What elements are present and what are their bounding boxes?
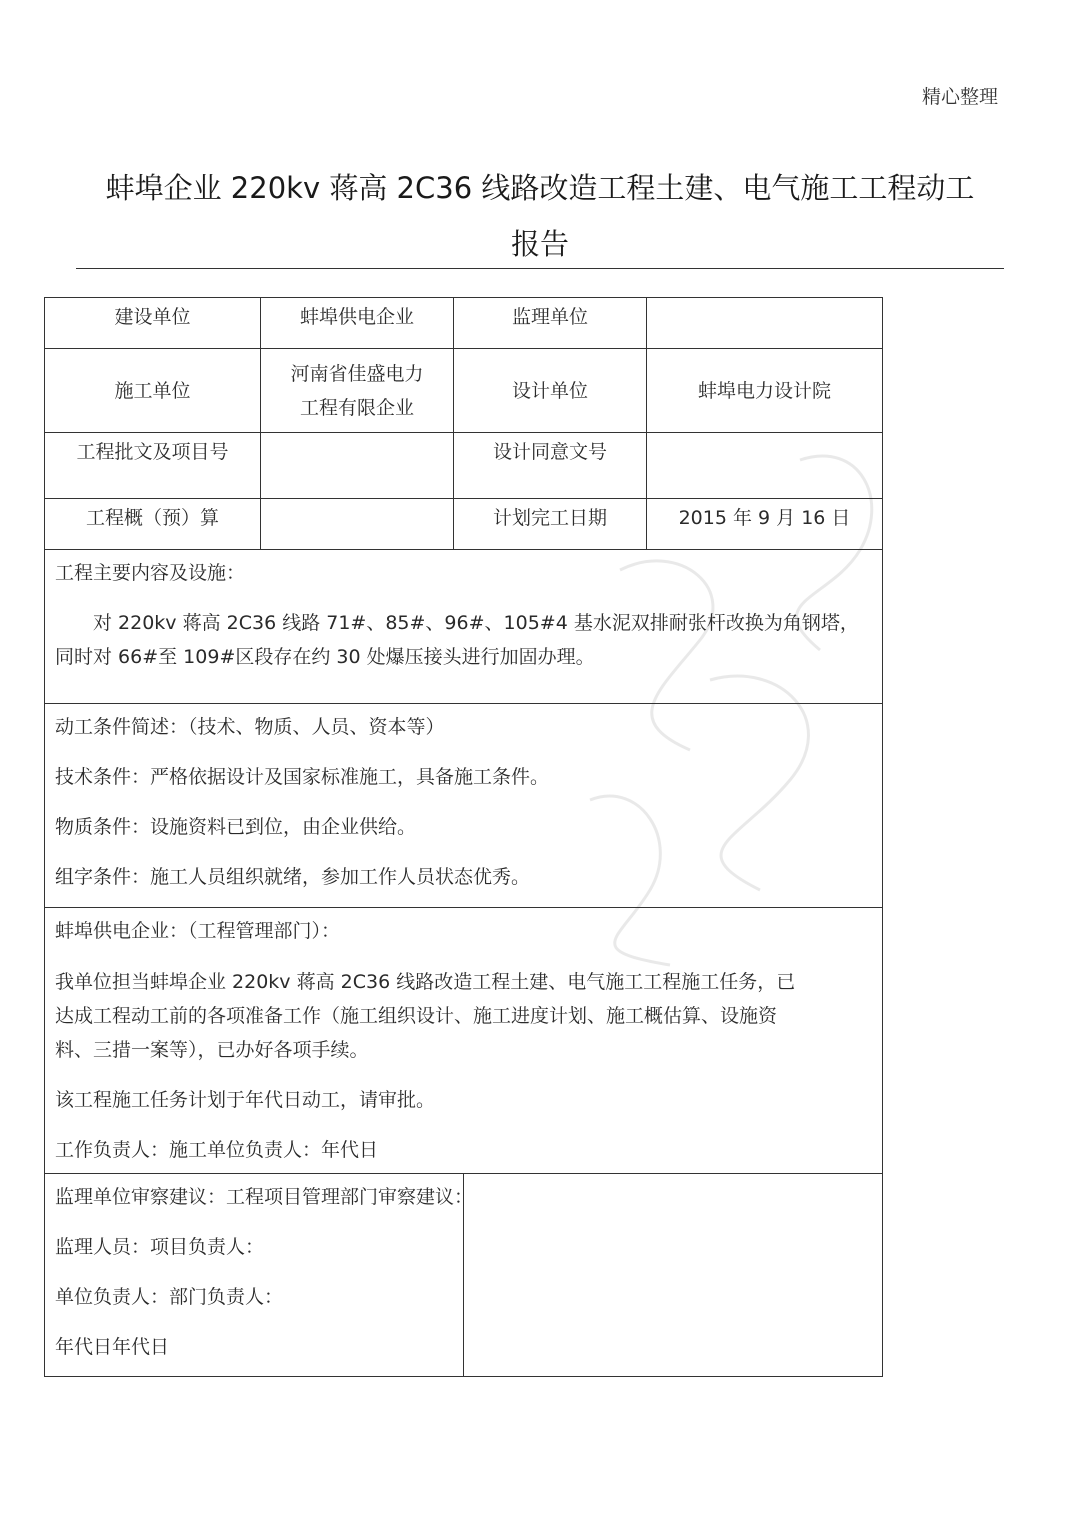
- row-main-content: [45, 550, 883, 704]
- main-content-heading: 工程主要内容及设施：: [55, 562, 246, 584]
- label-contractor: 施工单位: [45, 349, 261, 433]
- label-completion-date: 计划完工日期: [454, 499, 647, 550]
- main-content-block: [45, 550, 883, 704]
- label-budget: 工程概（预）算: [45, 499, 261, 550]
- applicant-line-2: 达成工程动工前的各项准备工作（施工组织设计、施工进度计划、施工概估算、设施资: [55, 1005, 778, 1027]
- row-budget: [45, 499, 883, 550]
- applicant-heading: 蚌埠供电企业：（工程管理部门）：: [55, 920, 341, 942]
- row-construction-unit: [45, 298, 883, 349]
- main-content-line-2: 同时对 66#至 109#区段存在约 30 处爆压接头进行加固办理。: [55, 646, 595, 668]
- value-contractor-line-2: 工程有限企业: [299, 396, 414, 419]
- row-approval: [45, 433, 883, 499]
- applicant-line-3: 料、三措一案等），已办好各项手续。: [55, 1039, 369, 1061]
- applicant-request: 该工程施工任务计划于年代日动工，请审批。: [55, 1089, 436, 1111]
- row-applicant: [45, 908, 883, 1174]
- title-line-1: 蚌埠企业 220kv 蒋高 2C36 线路改造工程土建、电气施工工程动工: [105, 171, 975, 205]
- label-supervision-unit: 监理单位: [454, 298, 647, 349]
- value-contractor-line-1: 河南省佳盛电力: [290, 362, 424, 385]
- title-underline: [76, 268, 1004, 269]
- label-approval-number: 工程批文及项目号: [45, 433, 261, 499]
- conditions-block: [45, 704, 883, 908]
- label-design-consent: 设计同意文号: [454, 433, 647, 499]
- review-heads: 单位负责人：部门负责人：: [55, 1286, 284, 1308]
- conditions-org: 组字条件：施工人员组织就绪，参加工作人员状态优秀。: [55, 866, 531, 888]
- row-review: [45, 1174, 883, 1377]
- review-dates: 年代日年代日: [55, 1336, 170, 1358]
- row-conditions: [45, 704, 883, 908]
- main-content-line-1: 对 220kv 蒋高 2C36 线路 71#、85#、96#、105#4 基水泥双排耐张杆改换为角钢塔，: [93, 612, 859, 634]
- value-construction-unit[interactable]: 蚌埠供电企业: [261, 298, 454, 349]
- conditions-heading: 动工条件简述：（技术、物质、人员、资本等）: [55, 716, 445, 738]
- review-heading: 监理单位审察建议：工程项目管理部门审察建议：: [55, 1186, 474, 1208]
- value-budget[interactable]: [261, 499, 454, 550]
- value-completion-date[interactable]: 2015 年 9 月 16 日: [647, 499, 883, 550]
- label-design-unit: 设计单位: [454, 349, 647, 433]
- value-approval-number[interactable]: [261, 433, 454, 499]
- label-construction-unit: 建设单位: [45, 298, 261, 349]
- applicant-signers: 工作负责人：施工单位负责人：年代日: [55, 1139, 379, 1161]
- review-supervisors: 监理人员：项目负责人：: [55, 1236, 265, 1258]
- document-title: [76, 160, 1004, 272]
- value-supervision-unit[interactable]: [647, 298, 883, 349]
- header-note: 精心整理: [921, 86, 998, 108]
- report-form-table: [44, 297, 883, 1377]
- conditions-tech: 技术条件：严格依据设计及国家标准施工，具备施工条件。: [55, 766, 550, 788]
- review-left-block: [45, 1174, 474, 1377]
- row-contractor: [45, 349, 883, 433]
- review-right-block[interactable]: [464, 1174, 883, 1377]
- conditions-material: 物质条件：设施资料已到位，由企业供给。: [55, 816, 417, 838]
- value-design-unit[interactable]: 蚌埠电力设计院: [647, 349, 883, 433]
- applicant-block: [45, 908, 883, 1174]
- value-design-consent[interactable]: [647, 433, 883, 499]
- applicant-line-1: 我单位担当蚌埠企业 220kv 蒋高 2C36 线路改造工程土建、电气施工工程施工任务，已: [55, 971, 796, 993]
- title-line-2: 报告: [510, 227, 569, 261]
- value-contractor[interactable]: [261, 349, 454, 433]
